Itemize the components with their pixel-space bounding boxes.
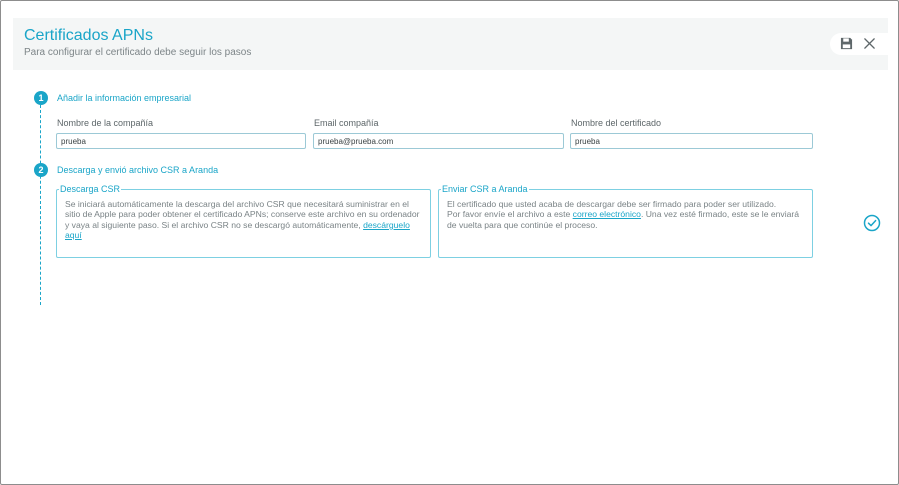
close-icon[interactable] — [863, 37, 876, 50]
step-2-title: Descarga y envió archivo CSR a Aranda — [57, 165, 219, 175]
send-csr-legend: Enviar CSR a Aranda — [442, 184, 528, 194]
send-csr-panel — [438, 184, 813, 258]
steps-connector-line — [40, 105, 41, 305]
send-csr-line2-start: Por favor envíe el archivo a este — [447, 209, 573, 220]
page-title: Certificados APNs — [24, 27, 153, 44]
page-subtitle: Para configurar el certificado debe seguir los pasos — [24, 47, 252, 58]
send-csr-line2-end: . Una vez esté firmado, este se le enviará de vuelta para que continúe el proceso. — [447, 209, 800, 230]
download-csr-legend: Descarga CSR — [60, 184, 121, 194]
company-name-input[interactable] — [56, 133, 306, 149]
save-icon[interactable] — [840, 37, 853, 50]
step-1-title: Añadir la información empresarial — [57, 93, 192, 103]
step-2-number: 2 — [34, 163, 48, 177]
certificate-name-input[interactable] — [570, 133, 813, 149]
send-csr-line1: El certificado que usted acaba de descargar debe ser firmado para poder ser utilizado. — [447, 199, 777, 209]
download-csr-text — [65, 199, 422, 241]
step-1-number: 1 — [34, 91, 48, 105]
certificate-name-label: Nombre del certificado — [571, 118, 662, 128]
company-email-input[interactable] — [313, 133, 564, 149]
send-csr-text — [447, 199, 804, 230]
download-here-link[interactable]: descárguelo aquí — [65, 219, 410, 241]
email-link[interactable]: correo electrónico — [572, 209, 641, 220]
header-actions — [830, 33, 888, 55]
dialog-header — [13, 18, 888, 70]
download-csr-description: Se iniciará automáticamente la descarga del archivo CSR que necesitará suministrar en el sitio de Apple para poder obtener el certificado APNs; conserve este archivo en su ordenador y vaya al siguiente paso. Si el archivo CSR no se descargó automáticamente, — [65, 199, 420, 230]
company-name-label: Nombre de la compañía — [57, 118, 154, 128]
check-circle-icon[interactable] — [863, 214, 881, 232]
company-email-label: Email compañía — [314, 118, 379, 128]
download-csr-panel — [56, 184, 431, 258]
